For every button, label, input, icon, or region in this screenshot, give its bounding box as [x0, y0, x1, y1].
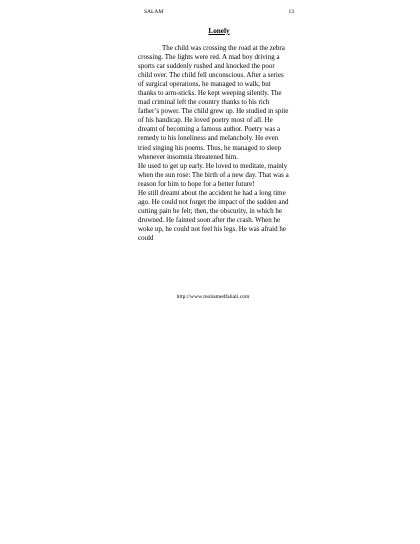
- running-header-title: SALAM: [144, 9, 164, 15]
- paragraph-dream: He still dreamt about the accident he had a long time ago. He could not forget the impact of the sudden and cutting pain he felt; then, the obscurity, in which he drowned. He fainted soon after the crash. When he woke up, he could not feel his legs. He was afraid he could: [138, 188, 289, 242]
- story-body: [138, 44, 290, 243]
- paragraph-morning: He used to get up early. He loved to meditate, mainly when the sun rose: The birth of a new day. That was a reason for him to hope for a better future!: [138, 161, 289, 188]
- page-number: 13: [288, 9, 294, 15]
- running-header: [144, 7, 294, 17]
- footer-url: http://www.mohamedfaliali.com: [176, 294, 250, 300]
- chapter-title: Lonely: [208, 27, 230, 35]
- paragraph-accident: The child was crossing the road at the zebra crossing. The lights were red. A mad boy driving a sports car suddenly rushed and knocked the poor child over. The child fell unconscious. After a series of surgical operations, he managed to walk, but thanks to arm-sticks. He kept weeping silently. The mad criminal left the country thanks to his rich father’s power. The child grew up. He studied in spite of his handicap. He loved poetry most of all. He dreamt of becoming a famous author. Poetry was a remedy to his loneliness and melancholy. He even tried singing his poems. Thus, he managed to sleep whenever insomnia threatened him.: [138, 44, 289, 161]
